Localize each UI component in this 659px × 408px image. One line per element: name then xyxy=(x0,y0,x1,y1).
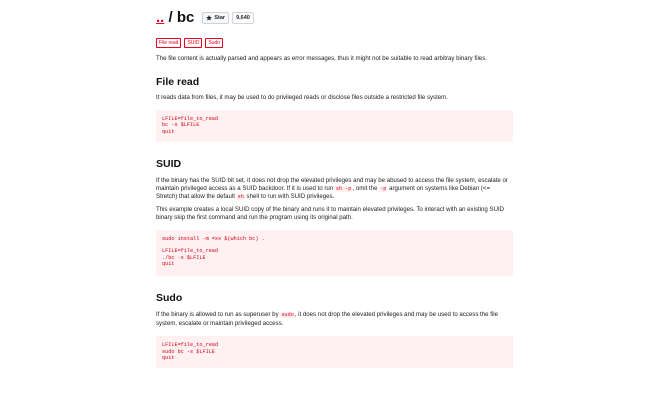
code-block-suid[interactable] xyxy=(156,230,513,276)
star-count[interactable]: 9,640 xyxy=(232,12,254,24)
text-span: If the binary has the SUID bit set, it does not drop the elevated privileges and may be abused to access the file system, escalate or maintain privileged access as a SUID backdoor. If it is used to run xyxy=(156,177,508,192)
tag-file-read[interactable]: File read xyxy=(156,38,181,48)
text-span: , it does not drop the elevated privileges and may be used to access the file system, escalate or maintain privileged access. xyxy=(156,311,499,327)
code-line: bc -s $LFILE xyxy=(162,122,200,129)
code-line: LFILE=file_to_read xyxy=(162,248,219,255)
text-span: shell to run with SUID privileges. xyxy=(244,193,335,201)
suid-example-text: This example creates a local SUID copy of the binary and runs it to maintain elevated privileges. To interact with an existing SUID binary skip the first command and run the program using its original path. xyxy=(156,205,505,221)
code-block-file-read[interactable] xyxy=(156,110,513,142)
code-line: quit xyxy=(162,354,175,361)
home-link[interactable]: .. xyxy=(156,9,165,26)
inline-code: sh xyxy=(237,194,244,201)
star-button[interactable] xyxy=(202,12,229,24)
star-label: Star xyxy=(214,15,226,21)
section-heading-sudo: Sudo xyxy=(156,292,183,305)
function-tags xyxy=(156,38,513,47)
inline-code: sh -p xyxy=(335,185,352,192)
inline-code: sudo xyxy=(281,312,294,319)
code-line: quit xyxy=(162,128,175,135)
section-heading-suid: SUID xyxy=(156,158,182,171)
inline-code: -p xyxy=(380,185,387,192)
suid-description xyxy=(156,177,513,202)
code-line: sudo bc -s $LFILE xyxy=(162,348,215,355)
tag-suid[interactable]: SUID xyxy=(184,38,202,48)
page-title xyxy=(156,9,194,27)
text-span: , omit the xyxy=(352,184,380,192)
text-span: If the binary is allowed to run as superuser by xyxy=(156,311,281,319)
page-header xyxy=(156,9,513,27)
code-line: LFILE=file_to_read xyxy=(162,116,219,123)
github-star-widget xyxy=(202,12,253,24)
code-line: ./bc -s $LFILE xyxy=(162,254,206,261)
code-line: quit xyxy=(162,261,175,268)
text-span: argument on systems like Debian (<= Stretch) that allow the default xyxy=(156,184,491,201)
code-block-sudo[interactable] xyxy=(156,336,513,368)
star-icon xyxy=(206,15,212,21)
section-heading-file-read: File read xyxy=(156,75,200,88)
sudo-description xyxy=(156,311,513,327)
title-separator: / xyxy=(164,9,177,26)
title-name: bc xyxy=(176,9,195,26)
code-line: LFILE=file_to_read xyxy=(162,342,219,349)
intro-text: The file content is actually parsed and appears as error messages, thus it might not be suitable to read arbitray binary files. xyxy=(156,55,487,62)
tag-sudo[interactable]: Sudo xyxy=(205,38,223,48)
code-line: sudo install -m =xs $(which bc) . xyxy=(162,236,265,243)
file-read-description: It reads data from files, it may be used to do privileged reads or disclose files outside a restricted file system. xyxy=(156,93,448,101)
main-content xyxy=(156,0,513,368)
